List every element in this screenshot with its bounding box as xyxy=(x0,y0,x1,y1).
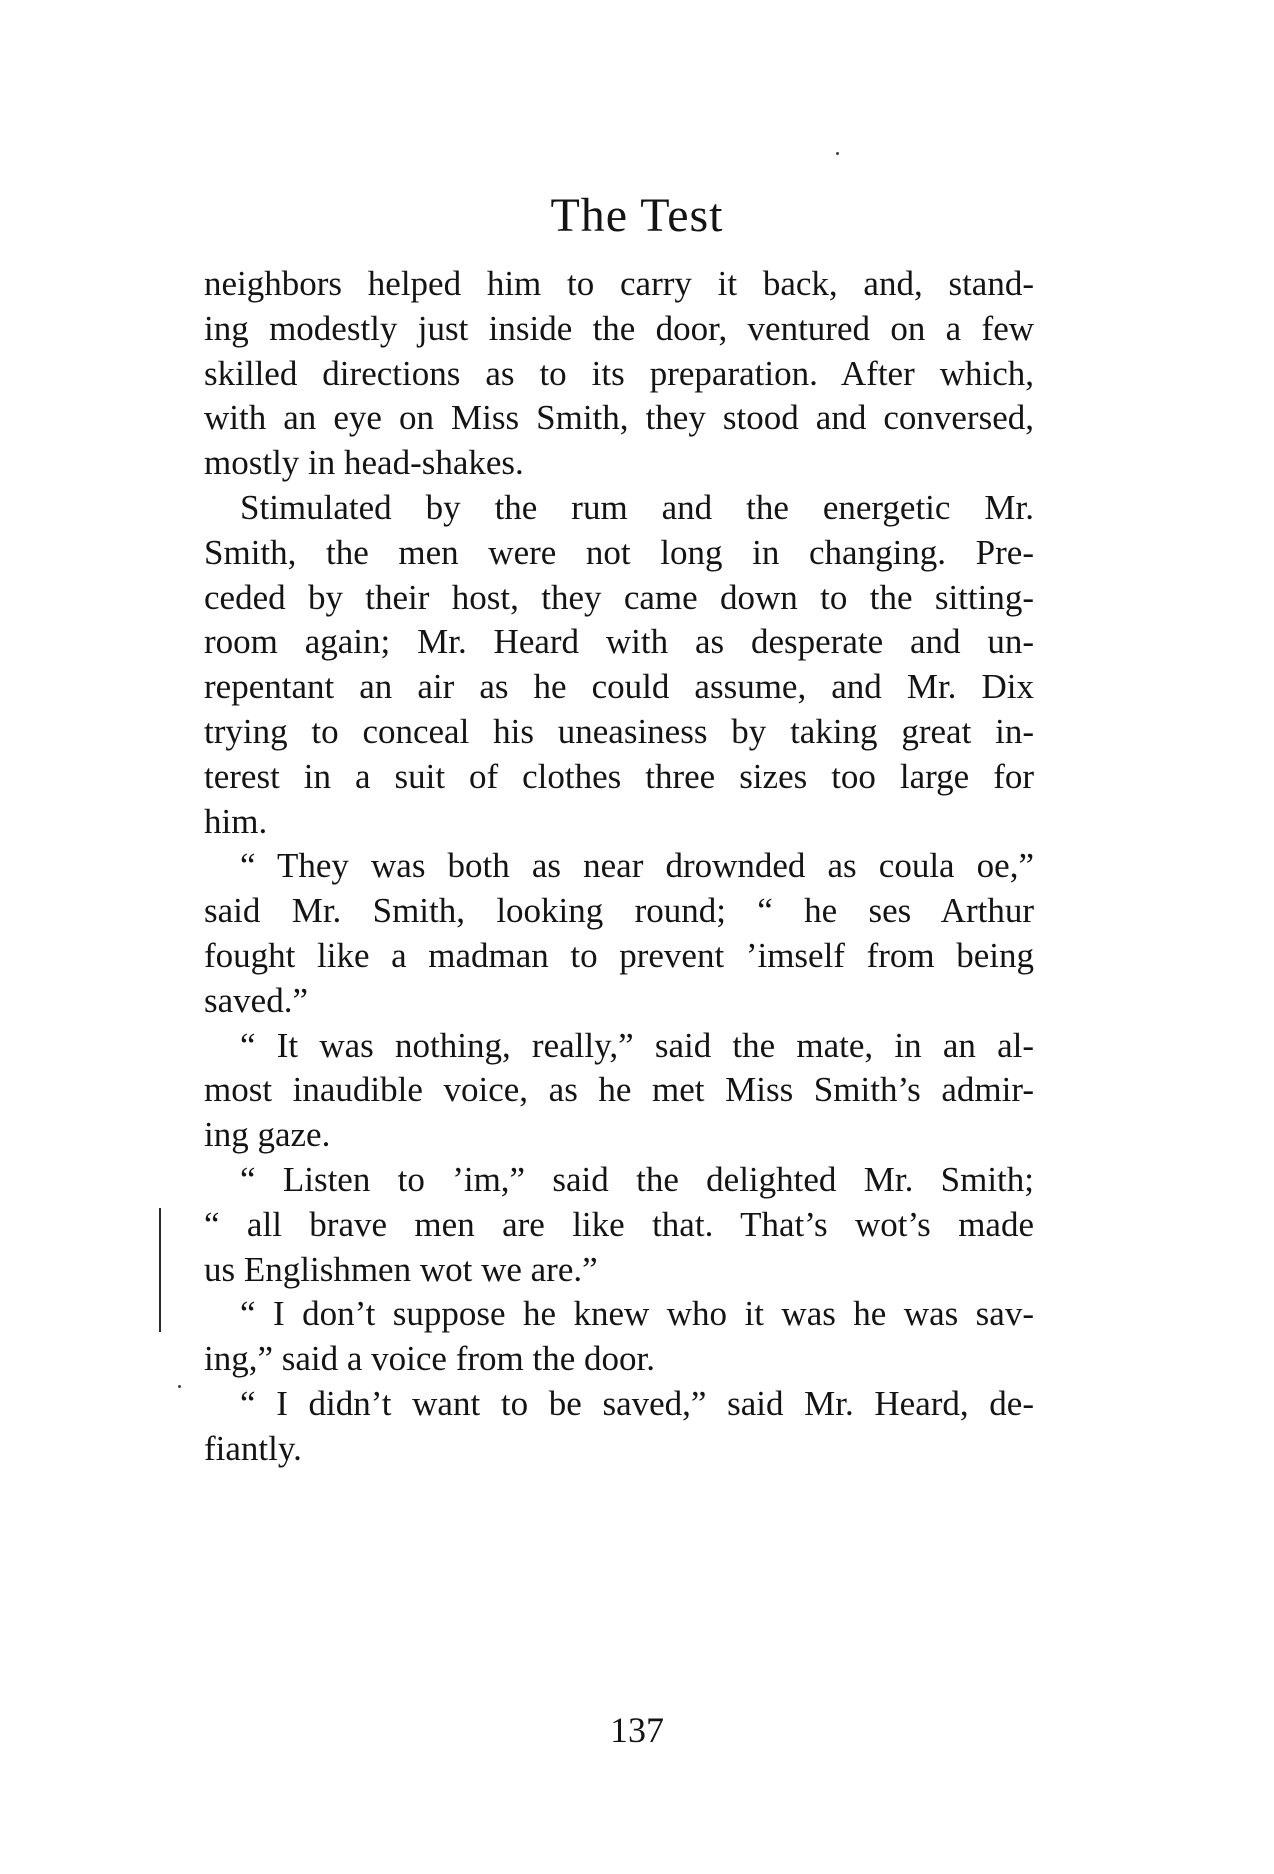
running-head-title: The Test xyxy=(550,189,724,242)
text-line: skilled directions as to its preparation. After which, xyxy=(204,353,1034,393)
text-line: neighbors helped him to carry it back, and, stand- xyxy=(204,264,1034,303)
text-line: fought like a madman to prevent ’imself from being xyxy=(204,935,1034,975)
text-line: “ They was both as near drownded as coula oe,” xyxy=(240,846,1034,886)
text-line: with an eye on Miss Smith, they stood and conversed, xyxy=(204,398,1034,438)
text-line: us Englishmen wot we are.” xyxy=(204,1249,598,1289)
body-text xyxy=(204,262,1034,1472)
text-line: “ Listen to ’im,” said the delighted Mr. Smith; xyxy=(240,1159,1034,1199)
text-line: “ all brave men are like that. That’s wot’s made xyxy=(204,1204,1034,1244)
text-line: most inaudible voice, as he met Miss Smith’s admir- xyxy=(204,1070,1034,1110)
text-line: him. xyxy=(204,801,268,841)
text-line: room again; Mr. Heard with as desperate and un- xyxy=(204,622,1034,662)
text-line: Smith, the men were not long in changing. Pre- xyxy=(204,532,1034,572)
page-number: 137 xyxy=(610,1710,664,1750)
text-line: trying to conceal his uneasiness by taking great in- xyxy=(204,711,1034,751)
text-line: saved.” xyxy=(204,980,308,1020)
text-line: Stimulated by the rum and the energetic Mr. xyxy=(240,487,1034,527)
text-line: ing modestly just inside the door, ventured on a few xyxy=(204,308,1034,348)
text-line: ing,” said a voice from the door. xyxy=(204,1339,655,1379)
text-line: “ It was nothing, really,” said the mate, in an al- xyxy=(240,1025,1034,1065)
text-line: “ I didn’t want to be saved,” said Mr. Heard, de- xyxy=(240,1383,1034,1423)
text-line: ing gaze. xyxy=(204,1115,331,1155)
text-line: terest in a suit of clothes three sizes too large for xyxy=(204,756,1034,796)
text-line: mostly in head-shakes. xyxy=(204,443,524,483)
margin-rule-mark xyxy=(159,1208,161,1332)
text-line: repentant an air as he could assume, and Mr. Dix xyxy=(204,667,1034,707)
text-line: “ I don’t suppose he knew who it was he was sav- xyxy=(240,1294,1034,1334)
text-line: ceded by their host, they came down to the sitting- xyxy=(204,577,1034,617)
stray-dot-mark xyxy=(836,152,839,155)
text-line: fiantly. xyxy=(204,1428,302,1468)
text-line: said Mr. Smith, looking round; “ he ses Arthur xyxy=(204,891,1034,931)
stray-dot-mark xyxy=(178,1385,181,1388)
